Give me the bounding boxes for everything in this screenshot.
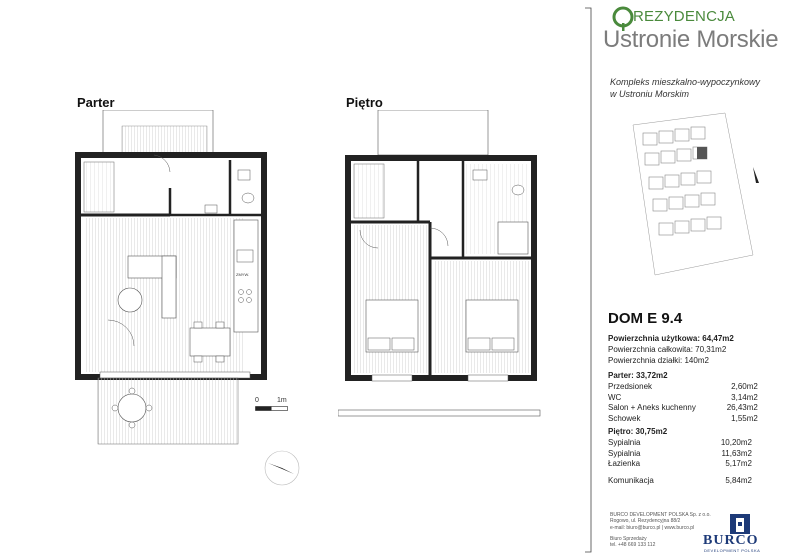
tagline-line-1: Kompleks mieszkalno-wypoczynkowy: [610, 77, 761, 87]
upper-floor-header: Piętro: 30,75m2: [608, 427, 668, 436]
table-row: [608, 414, 758, 425]
plot-area: Powierzchnia działki: 140m2: [608, 356, 709, 365]
room-area: 26,43m2: [726, 403, 758, 412]
room-name: Sypialnia: [608, 438, 641, 447]
site-map: [625, 105, 775, 285]
usable-area-value: 64,47m2: [702, 334, 734, 343]
room-area: 2,60m2: [731, 382, 758, 391]
room-area: 1,55m2: [731, 413, 758, 423]
table-row: [608, 476, 752, 487]
footer-line: tel. +48 669 133 112: [610, 542, 656, 549]
burco-logo-icon: [730, 514, 750, 534]
scale-bar: [255, 406, 289, 412]
ground-floor-plan: [70, 110, 280, 450]
ground-floor-title: Parter: [77, 95, 115, 110]
table-row: [608, 403, 758, 414]
total-area: Powierzchnia całkowita: 70,31m2: [608, 345, 727, 354]
room-name: WC: [608, 392, 622, 402]
company-subtitle: DEVELOPMENT POLSKA: [704, 548, 761, 553]
upper-floor-table: [608, 438, 752, 470]
tagline-line-2: w Ustroniu Morskim: [610, 89, 690, 99]
company-name: BURCO: [703, 533, 759, 548]
room-name: Salon + Aneks kuchenny: [608, 403, 696, 412]
table-row: [608, 393, 758, 404]
brand-top: REZYDENCJA: [633, 8, 736, 25]
footer-line: BURCO DEVELOPMENT POLSKA Sp. z o.o.: [610, 512, 711, 518]
table-row: [608, 449, 752, 460]
room-name: Schowek: [608, 413, 641, 423]
table-row: [608, 459, 752, 470]
room-name: Sypialnia: [608, 448, 641, 458]
footer-line: e-mail: biuro@burco.pl | www.burco.pl: [610, 524, 695, 531]
room-area: 10,20m2: [720, 438, 752, 447]
room-name: Przedsionek: [608, 382, 653, 391]
scale-zero: 0: [255, 397, 259, 404]
upper-floor-title: Piętro: [346, 95, 383, 110]
upper-floor-plan: [338, 110, 548, 420]
room-area: 11,63m2: [721, 448, 752, 458]
table-row: [608, 438, 752, 449]
room-name: Łazienka: [608, 459, 641, 468]
communication-table: [608, 476, 752, 487]
ground-floor-table: [608, 382, 758, 424]
table-row: [608, 382, 758, 393]
north-arrow-icon: [262, 448, 302, 488]
room-label: ZMYW.: [236, 272, 250, 277]
tagline: [610, 76, 785, 100]
usable-area-label: Powierzchnia użytkowa:: [608, 334, 701, 343]
unit-title: DOM E 9.4: [608, 310, 683, 327]
footer-line: Rogowo, ul. Rezydencyjna 88/2: [610, 518, 681, 525]
footer-line: Biuro Sprzedaży: [610, 535, 647, 542]
scale-one: 1m: [277, 397, 287, 404]
room-area: 3,14m2: [731, 392, 758, 402]
ground-floor-header: Parter: 33,72m2: [608, 371, 668, 380]
room-area: 5,17m2: [725, 459, 752, 468]
page-divider: [583, 0, 595, 560]
brand-main: Ustronie Morskie: [603, 26, 779, 53]
room-area: 5,84m2: [725, 476, 752, 485]
usable-area: [608, 334, 734, 343]
room-name: Komunikacja: [608, 476, 654, 485]
